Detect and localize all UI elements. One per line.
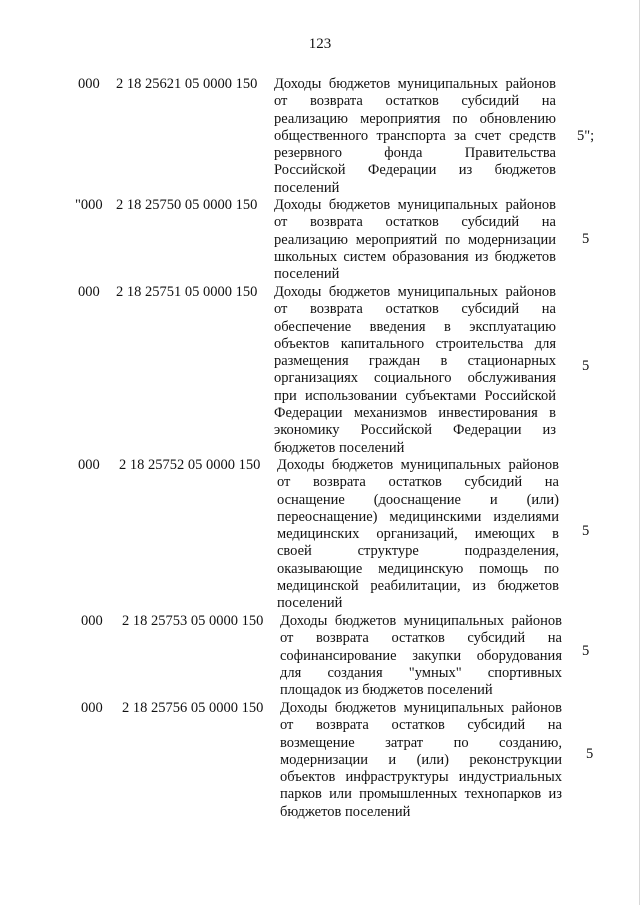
income-description bbox=[280, 613, 562, 699]
description-line: поселений bbox=[274, 179, 340, 196]
description-line: софинансирование закупки оборудования bbox=[280, 647, 562, 664]
admin-code: 000 bbox=[78, 284, 100, 300]
amount-value: 5 bbox=[582, 358, 590, 374]
description-line: Доходы бюджетов муниципальных районов bbox=[280, 700, 562, 716]
admin-code: "000 bbox=[75, 197, 103, 213]
description-line: Доходы бюджетов муниципальных районов bbox=[274, 76, 556, 92]
description-line: общественного транспорта за счет средств bbox=[274, 127, 556, 144]
description-line: поселений bbox=[274, 266, 340, 283]
description-line: при использовании субъектами Российской bbox=[274, 387, 556, 404]
description-line: оказывающие медицинскую помощь по bbox=[277, 560, 559, 577]
income-description bbox=[280, 700, 562, 821]
admin-code: 000 bbox=[78, 76, 100, 92]
amount-value: 5 bbox=[586, 746, 594, 762]
admin-code: 000 bbox=[81, 700, 103, 716]
description-line: Доходы бюджетов муниципальных районов bbox=[274, 197, 556, 213]
description-line: от возврата остатков субсидий на bbox=[280, 630, 562, 647]
description-line: площадок из бюджетов поселений bbox=[280, 682, 493, 699]
budget-classification-code: 2 18 25751 05 0000 150 bbox=[116, 284, 258, 300]
description-line: медицинской реабилитации, из бюджетов bbox=[277, 578, 559, 595]
description-line: от возврата остатков субсидий на bbox=[274, 214, 556, 231]
description-line: парков или промышленных технопарков из bbox=[280, 786, 562, 803]
description-line: организациях социального обслуживания bbox=[274, 370, 556, 387]
amount-value: 5 bbox=[582, 231, 590, 247]
budget-classification-code: 2 18 25753 05 0000 150 bbox=[122, 613, 264, 629]
description-line: от возврата остатков субсидий на bbox=[280, 717, 562, 734]
description-line: объектов капитального строительства для bbox=[274, 335, 556, 352]
description-line: объектов инфраструктуры индустриальных bbox=[280, 769, 562, 786]
description-line: реализацию мероприятия по обновлению bbox=[274, 110, 556, 127]
description-line: поселений bbox=[277, 595, 343, 612]
income-description bbox=[277, 457, 559, 613]
description-line: Доходы бюджетов муниципальных районов bbox=[277, 457, 559, 473]
description-line: Российской Федерации из бюджетов bbox=[274, 162, 556, 179]
admin-code: 000 bbox=[78, 457, 100, 473]
income-description bbox=[274, 197, 556, 283]
amount-value: 5 bbox=[582, 643, 590, 659]
description-line: модернизации и (или) реконструкции bbox=[280, 751, 562, 768]
budget-classification-code: 2 18 25750 05 0000 150 bbox=[116, 197, 258, 213]
amount-value: 5"; bbox=[577, 128, 595, 144]
description-line: бюджетов поселений bbox=[274, 439, 405, 456]
description-line: своей структуре подразделения, bbox=[277, 543, 559, 560]
budget-classification-code: 2 18 25752 05 0000 150 bbox=[119, 457, 261, 473]
description-line: Федерации механизмов инвестирования в bbox=[274, 405, 556, 422]
description-line: от возврата остатков субсидий на bbox=[274, 301, 556, 318]
description-line: медицинских организаций, имеющих в bbox=[277, 526, 559, 543]
description-line: оснащение (дооснащение и (или) bbox=[277, 491, 559, 508]
budget-classification-code: 2 18 25756 05 0000 150 bbox=[122, 700, 264, 716]
description-line: переоснащение) медицинскими изделиями bbox=[277, 508, 559, 525]
description-line: обеспечение введения в эксплуатацию bbox=[274, 318, 556, 335]
description-line: экономику Российской Федерации из bbox=[274, 422, 556, 439]
description-line: школьных систем образования из бюджетов bbox=[274, 248, 556, 265]
income-description bbox=[274, 76, 556, 197]
description-line: от возврата остатков субсидий на bbox=[274, 93, 556, 110]
description-line: Доходы бюджетов муниципальных районов bbox=[280, 613, 562, 629]
description-line: бюджетов поселений bbox=[280, 803, 411, 820]
description-line: для создания "умных" спортивных bbox=[280, 664, 562, 681]
description-line: от возврата остатков субсидий на bbox=[277, 474, 559, 491]
admin-code: 000 bbox=[81, 613, 103, 629]
page-number: 123 bbox=[308, 36, 332, 52]
description-line: резервного фонда Правительства bbox=[274, 145, 556, 162]
income-description bbox=[274, 284, 556, 457]
description-line: Доходы бюджетов муниципальных районов bbox=[274, 284, 556, 300]
description-line: размещения граждан в стационарных bbox=[274, 353, 556, 370]
description-line: реализацию мероприятий по модернизации bbox=[274, 231, 556, 248]
description-line: возмещение затрат по созданию, bbox=[280, 734, 562, 751]
budget-classification-code: 2 18 25621 05 0000 150 bbox=[116, 76, 258, 92]
amount-value: 5 bbox=[582, 523, 590, 539]
